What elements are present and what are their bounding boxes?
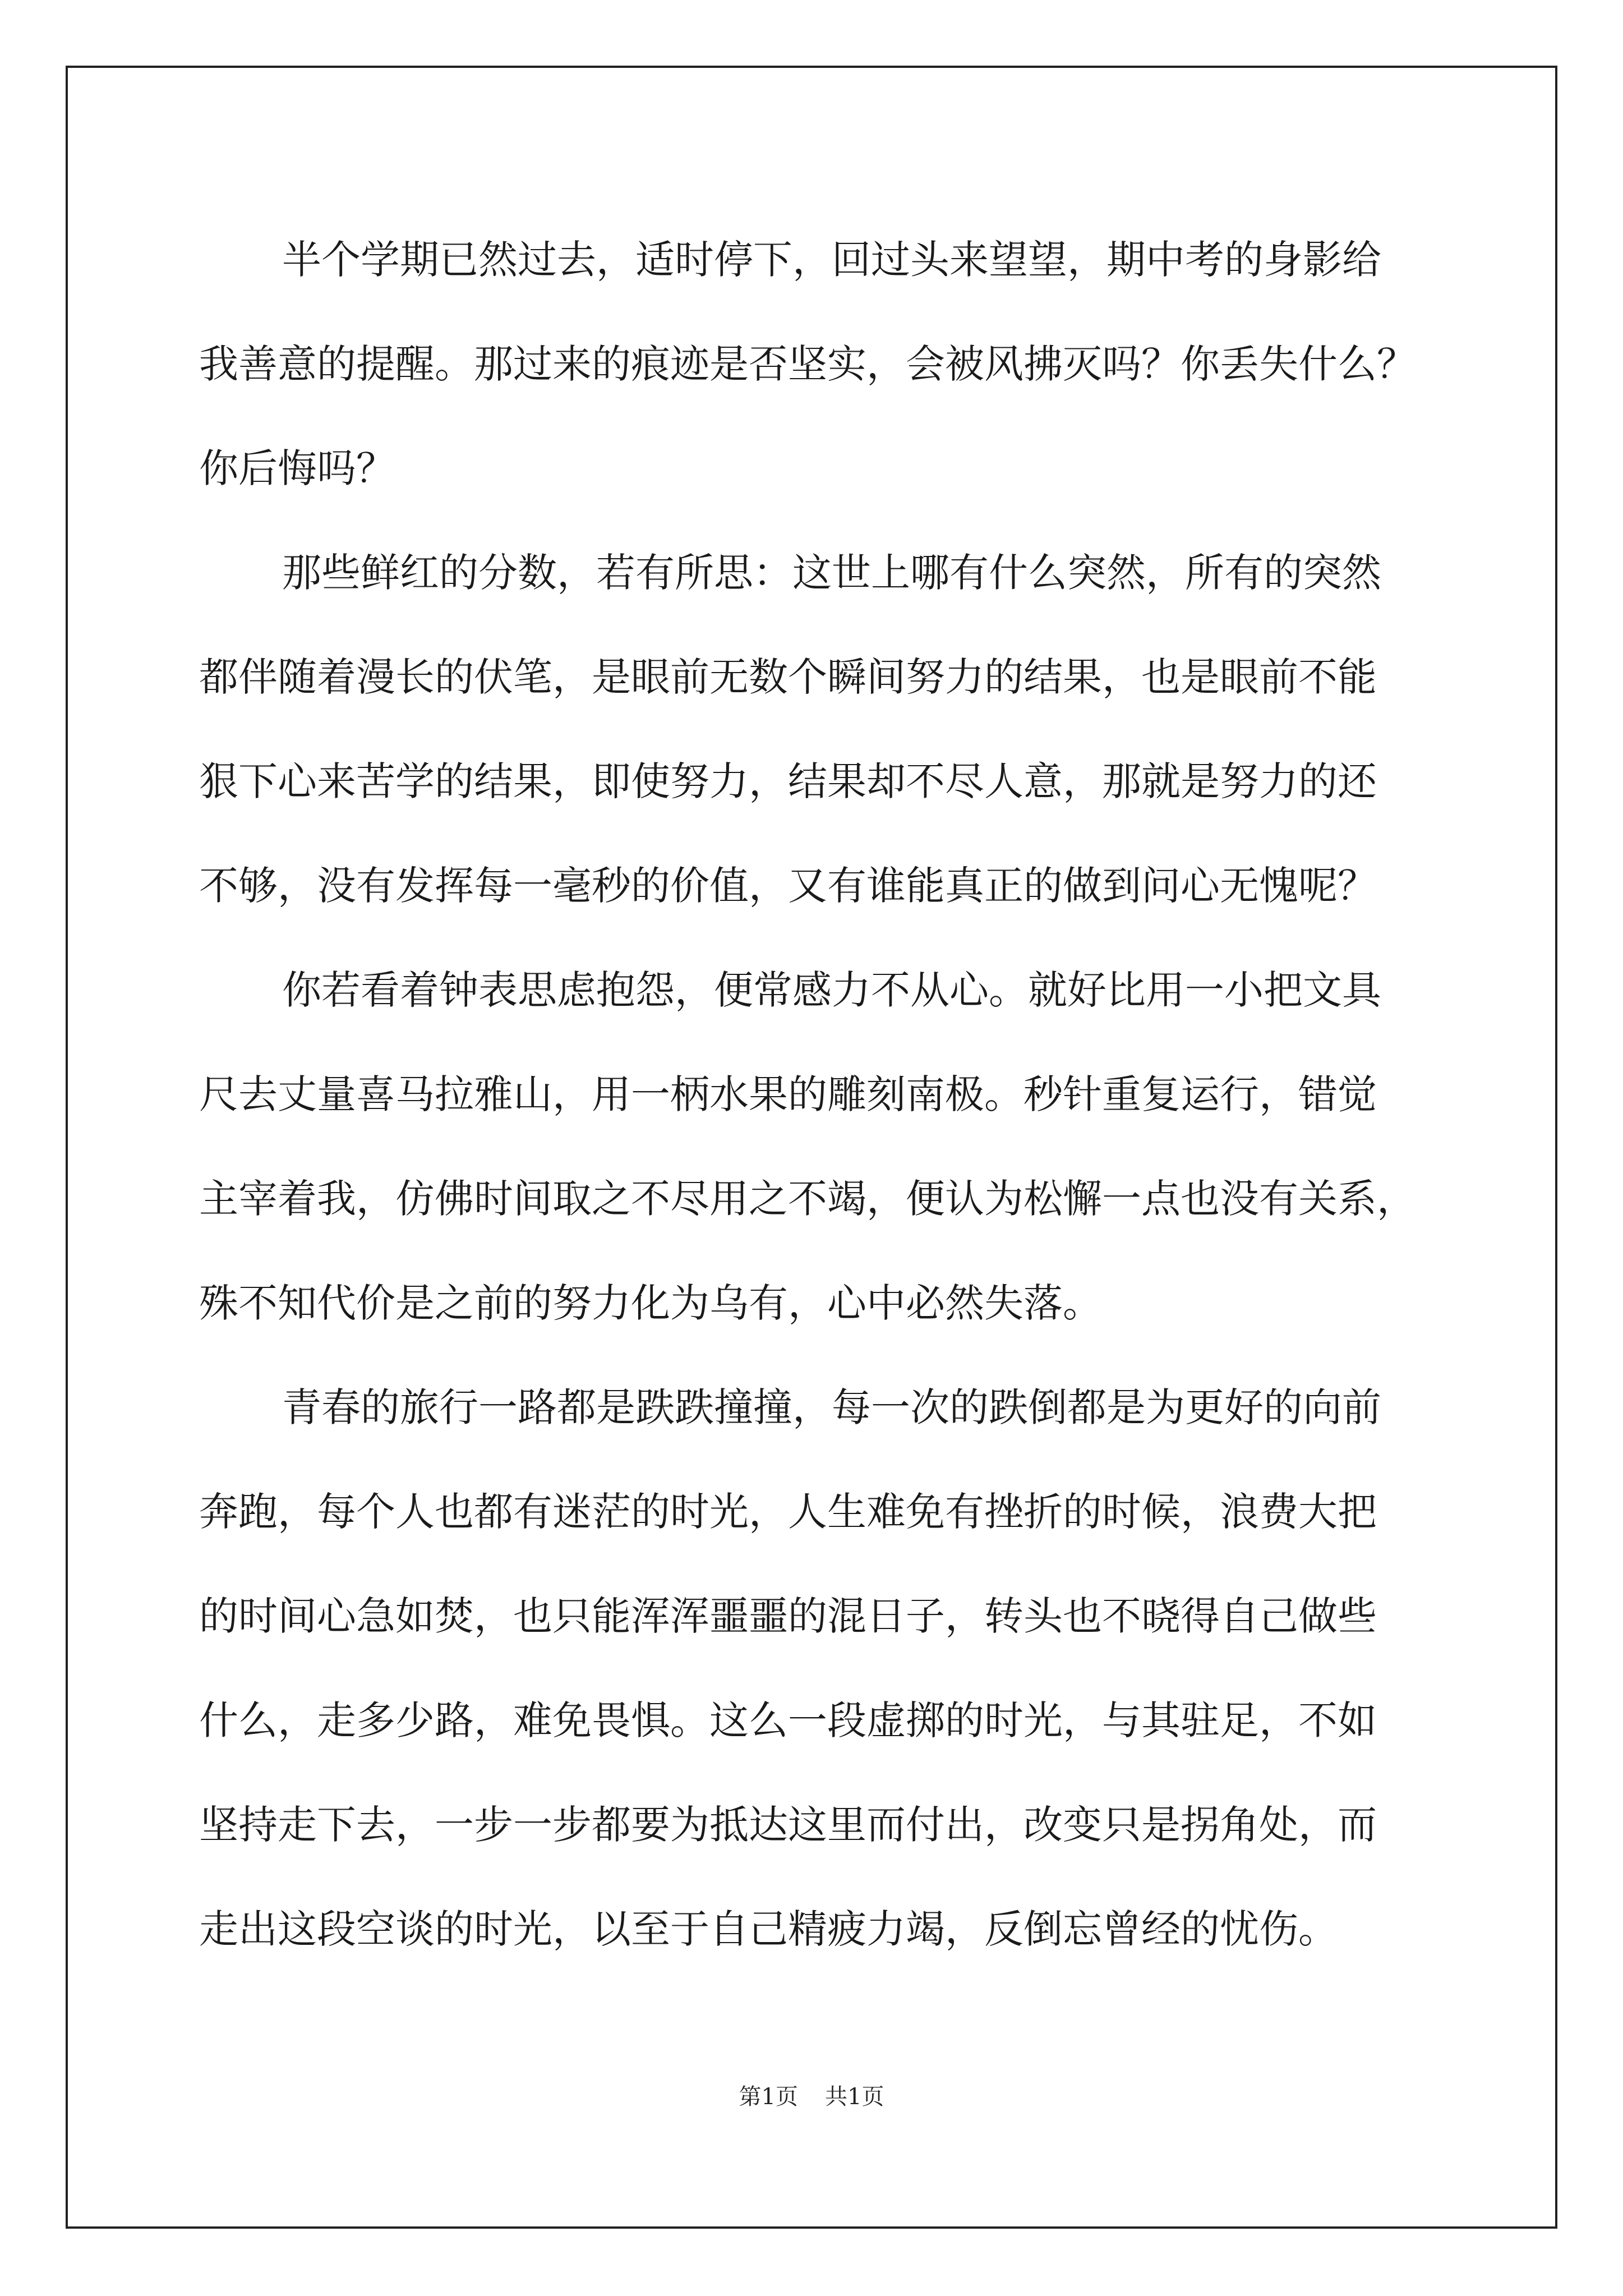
paragraph-4-line-6: 走出这段空谈的时光，以至于自己精疲力竭，反倒忘曾经的忧伤。 xyxy=(199,1906,1338,1952)
document-body xyxy=(199,208,1422,1981)
paragraph-4-line-5: 坚持走下去，一步一步都要为抵达这里而付出，改变只是拐角处，而 xyxy=(199,1802,1377,1848)
paragraph-3-line-4: 殊不知代价是之前的努力化为乌有，心中必然失落。 xyxy=(199,1280,1102,1326)
paragraph-3-line-3: 主宰着我，仿佛时间取之不尽用之不竭，便认为松懈一点也没有关系， xyxy=(199,1176,1416,1222)
paragraph-3-line-1: 你若看着钟表思虑抱怨，便常感力不从心。就好比用一小把文具 xyxy=(282,967,1381,1013)
page-number-current: 第1页 xyxy=(739,2084,798,2110)
paragraph-2-line-4: 不够，没有发挥每一毫秒的价值，又有谁能真正的做到问心无愧呢？ xyxy=(199,863,1377,909)
paragraph-1-line-3: 你后悔吗？ xyxy=(199,445,395,491)
paragraph-4-line-1: 青春的旅行一路都是跌跌撞撞，每一次的跌倒都是为更好的向前 xyxy=(282,1384,1381,1430)
paragraph-1-line-1: 半个学期已然过去，适时停下，回过头来望望，期中考的身影给 xyxy=(282,237,1381,283)
paragraph-2-line-3: 狠下心来苦学的结果，即使努力，结果却不尽人意，那就是努力的还 xyxy=(199,758,1377,804)
paragraph-2-line-2: 都伴随着漫长的伏笔，是眼前无数个瞬间努力的结果，也是眼前不能 xyxy=(199,654,1377,700)
paragraph-2-line-1: 那些鲜红的分数，若有所思：这世上哪有什么突然，所有的突然 xyxy=(282,550,1381,596)
page-number-total: 共1页 xyxy=(825,2084,884,2110)
paragraph-4-line-3: 的时间心急如焚，也只能浑浑噩噩的混日子，转头也不晓得自己做些 xyxy=(199,1593,1377,1639)
paragraph-4-line-2: 奔跑，每个人也都有迷茫的时光，人生难免有挫折的时候，浪费大把 xyxy=(199,1489,1377,1535)
page-footer xyxy=(0,2080,1623,2114)
paragraph-1-line-2: 我善意的提醒。那过来的痕迹是否坚实，会被风拂灭吗？你丢失什么？ xyxy=(199,341,1416,387)
paragraph-4-line-4: 什么，走多少路，难免畏惧。这么一段虚掷的时光，与其驻足，不如 xyxy=(199,1697,1377,1743)
paragraph-3-line-2: 尺去丈量喜马拉雅山，用一柄水果的雕刻南极。秒针重复运行，错觉 xyxy=(199,1071,1377,1117)
